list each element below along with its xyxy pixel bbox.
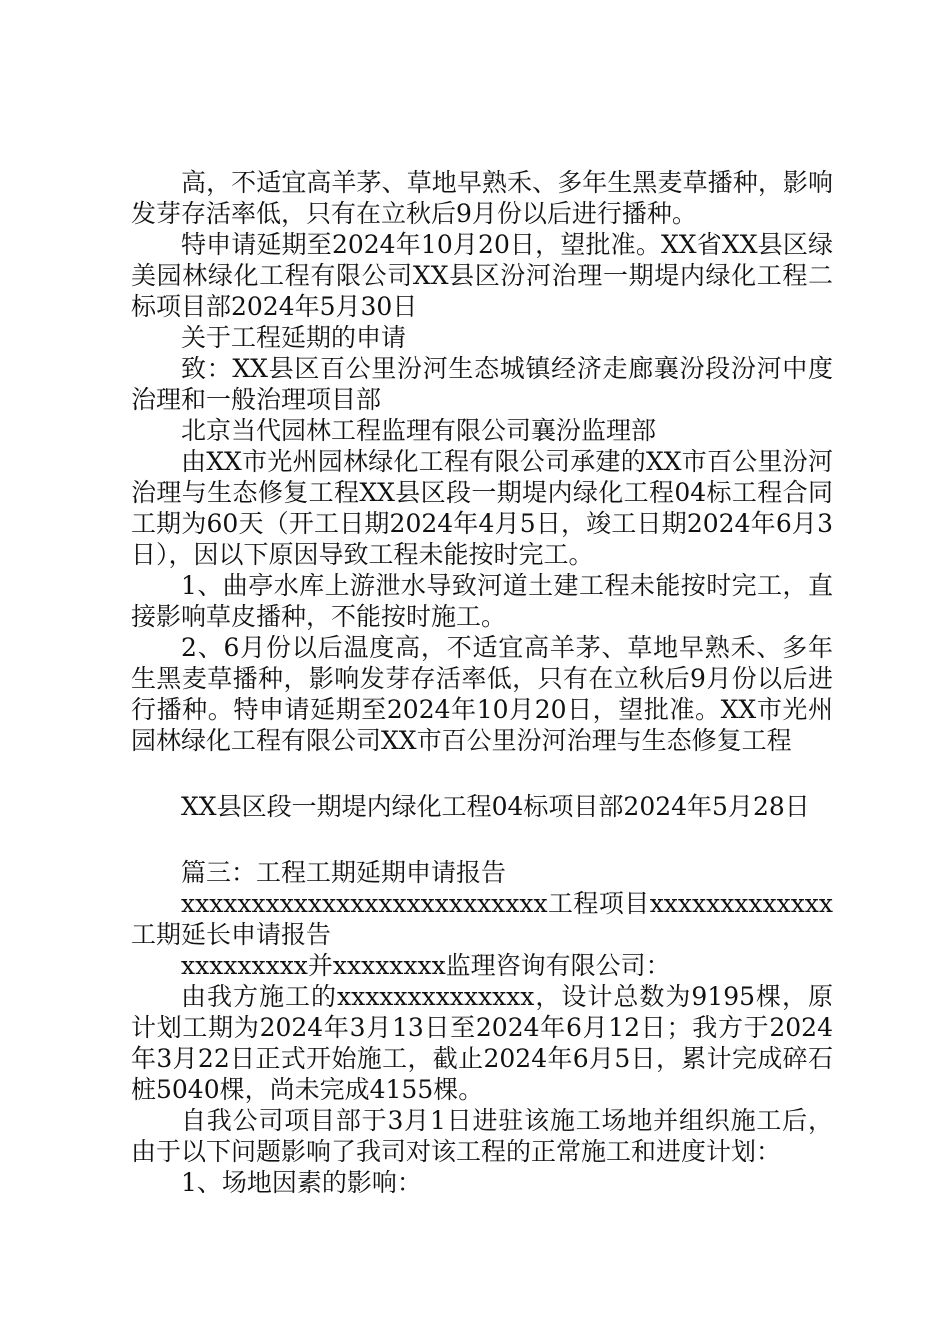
issue-item-1: 1、场地因素的影响： (181, 1168, 422, 1197)
chapter-title: 篇三：工程工期延期申请报告 (181, 858, 507, 887)
paragraph-progress-status: 由我方施工的xxxxxxxxxxxxxx，设计总数为9195棵，原计划工期为2024年3月13日至2024年6月12日；我方于2024年3月22日正式开始施工，截止2024年6月5日，累计完成碎石桩5040棵，尚未完成4155棵。 (131, 982, 833, 1104)
paragraph-contract-duration: 由XX市光州园林绿化工程有限公司承建的XX市百公里汾河治理与生态修复工程XX县区段一期堤内绿化工程04标工程合同工期为60天（开工日期2024年4月5日，竣工日期2024年6月3日），因以下原因导致工程未能按时完工。 (131, 447, 833, 569)
document-body (131, 167, 833, 1198)
report-addressee: xxxxxxxxx并xxxxxxxx监理咨询有限公司： (181, 951, 671, 980)
reason-item-1: 1、曲亭水库上游泄水导致河道土建工程未能按时完工，直接影响草皮播种，不能按时施工。 (131, 571, 833, 631)
supervisor-line: 北京当代园林工程监理有限公司襄汾监理部 (181, 416, 657, 445)
section-title-extension-request: 关于工程延期的申请 (181, 323, 407, 352)
paragraph-extension-request-signature: 特申请延期至2024年10月20日，望批准。XX省XX县区绿美园林绿化工程有限公司XX县区汾河治理一期堤内绿化工程二标项目部2024年5月30日 (131, 230, 833, 321)
paragraph-continuation: 高，不适宜高羊茅、草地早熟禾、多年生黑麦草播种，影响发芽存活率低，只有在立秋后9月份以后进行播种。 (131, 168, 833, 228)
project-department-signature: XX县区段一期堤内绿化工程04标项目部2024年5月28日 (181, 792, 810, 821)
reason-item-2: 2、6月份以后温度高，不适宜高羊茅、草地早熟禾、多年生黑麦草播种，影响发芽存活率低，只有在立秋后9月份以后进行播种。特申请延期至2024年10月20日，望批准。XX市光州园林绿化工程有限公司XX市百公里汾河治理与生态修复工程 (131, 633, 833, 755)
paragraph-issues-intro: 自我公司项目部于3月1日进驻该施工场地并组织施工后，由于以下问题影响了我司对该工程的正常施工和进度计划： (131, 1106, 833, 1166)
addressee-line: 致：XX县区百公里汾河生态城镇经济走廊襄汾段汾河中度治理和一般治理项目部 (131, 354, 833, 414)
report-title: xxxxxxxxxxxxxxxxxxxxxxxxxx工程项目xxxxxxxxxxxxx工期延长申请报告 (131, 889, 833, 949)
